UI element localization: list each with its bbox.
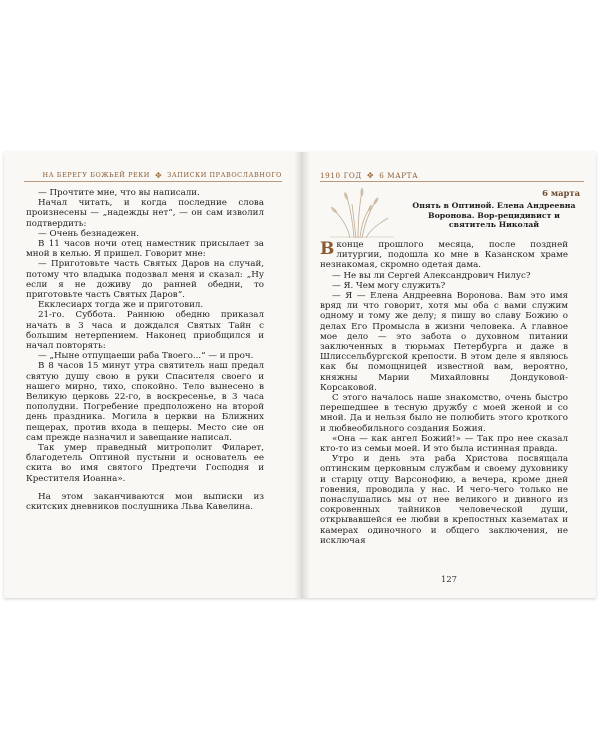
paragraph: С этого началось наше знакомство, очень быстро перешедшее в тесную дружбу с моей женой и со мной. Да и нельзя было не полюбить этого кроткого и любвеобильного создания Божия. bbox=[320, 393, 568, 434]
right-page bbox=[302, 152, 596, 598]
paragraph: Утро и день эта раба Христова посвящала оптинским церковным службам и своему духовнику и старцу отцу Варсонофию, а вечера, кроме дней говения, проводила у нас. И чего-чего только не понаслушались мы от нее великого и дивного из сокровенных тайников человеческой души, открывавшейся ее любви в крепостных казематах и камерах одиночного и общего заключения, не исключая bbox=[320, 454, 568, 546]
running-head-year: 1910 ГОД bbox=[320, 170, 362, 180]
running-head-rule bbox=[24, 181, 282, 182]
paragraph: В 8 часов 15 минут утра святитель наш предал святую душу свою в руки Спасителя своего и нашего мирно, тихо, спокойно. Тело вынесено в Великую церковь 22-го, в воскресенье, в 3 часа пополудни. Погребение предположено на второй день праздника. Могила в церкви на Ближних пещерах, против входа в пещеры. Место сие он сам прежде назначил и завещание написал. bbox=[26, 361, 264, 443]
right-page-text bbox=[320, 240, 568, 546]
paragraph: — Я. Чем могу служить? bbox=[332, 280, 446, 291]
running-head-series-title: ЗАПИСКИ ПРАВОСЛАВНОГО bbox=[167, 171, 282, 179]
right-running-head bbox=[320, 168, 584, 182]
section-subtitle: Опять в Оптиной. Елена Андреевна Воронова. Вор-рецидивист и святитель Николай bbox=[412, 201, 576, 230]
left-running-head bbox=[24, 168, 282, 182]
left-page bbox=[4, 152, 302, 598]
paragraph: — Очень безнадежен. bbox=[38, 228, 139, 239]
paragraph: На этом заканчиваются мои выписки из скитских дневников послушника Льва Кавелина. bbox=[26, 491, 264, 513]
fleuron-icon: ✥ bbox=[154, 170, 163, 180]
grass-illustration-icon bbox=[324, 186, 404, 238]
left-page-text bbox=[26, 188, 264, 512]
running-head-rule bbox=[320, 181, 584, 182]
date-heading: 6 марта bbox=[542, 188, 580, 198]
fleuron-icon: ✥ bbox=[366, 170, 375, 180]
paragraph: — Не вы ли Сергей Александрович Нилус? bbox=[332, 270, 531, 281]
paragraph: 21-го. Суббота. Раннюю обедню приказал начать в 3 часа и дождался Святых Тайн с большим нетерпением. Наконец приобщился и начал повторять: bbox=[26, 310, 264, 352]
paragraph: В 11 часов ночи отец наместник присылает за мной в келью. Я пришел. Говорит мне: bbox=[26, 239, 264, 260]
paragraph: Так умер праведный митрополит Филарет, благодетель Оптиной пустыни и основатель ее скита во имя святого Предтечи Господня и Крестителя Иоанна». bbox=[26, 443, 264, 484]
paragraph: «Она — как ангел Божий!» — Так про нее сказал кто-то из семьи моей. И это была истинная правда. bbox=[320, 433, 568, 455]
drop-cap: В bbox=[320, 239, 335, 259]
paragraph: — Прочтите мне, что вы написали. bbox=[38, 188, 200, 198]
book-spread bbox=[4, 152, 596, 598]
opening-paragraph-text: конце прошлого месяца, после поздней литургии, подошла ко мне в Казанском храме незнакомая, скромно одетая дама. bbox=[320, 240, 568, 271]
opening-paragraph bbox=[320, 240, 568, 271]
running-head-book-title: НА БЕРЕГУ БОЖЬЕЙ РЕКИ bbox=[42, 171, 150, 179]
paragraph: — Я — Елена Андреевна Воронова. Вам это имя вряд ли что говорит, хотя мы оба с вами служим одному и тому же делу; я пишу во славу Божию о делах Его Промысла в жизни человека. А главное мое дело — это забота о духовном питании заключенных в тюрьмах Петербурга и даже в Шлиссельбургской крепости. В этом деле я являюсь как бы помощницей известной вам, вероятно, княжны Марии Михайловны Дондуковой-Корсаковой. bbox=[320, 291, 568, 393]
paragraph: — „Ныне отпущаеши раба Твоего...“ — и проч. bbox=[38, 351, 254, 362]
running-head-date: 6 МАРТА bbox=[379, 170, 419, 180]
page-number: 127 bbox=[441, 574, 457, 584]
paragraph: — Приготовьте часть Святых Даров на случай, потому что владыка подозвал меня и сказал: „Ну если я не доживу до ранней обедни, то приготовьте часть Святых Даров“. bbox=[26, 259, 264, 301]
paragraph: Екклесиарх тогда же и приготовил. bbox=[38, 300, 204, 311]
paragraph: Начал читать, и когда последние слова произнесены — „надежды нет“, — он сам изволил подтвердить: bbox=[26, 198, 264, 229]
